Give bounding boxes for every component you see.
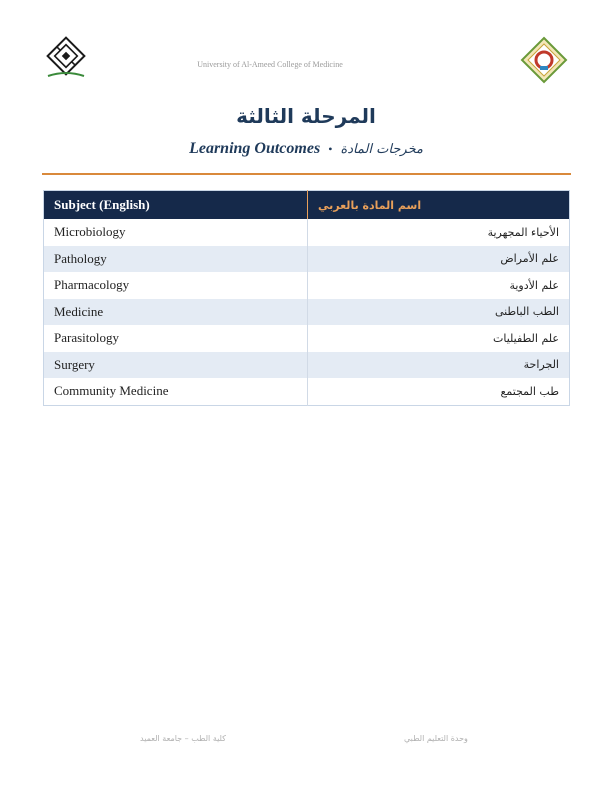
column-header-english: Subject (English) (44, 191, 308, 220)
column-header-arabic (308, 191, 570, 220)
table-row (44, 352, 570, 379)
subject-english: Pathology (44, 246, 308, 273)
subject-english: Medicine (44, 299, 308, 326)
subject-arabic (308, 219, 570, 246)
subject-english: Parasitology (54, 330, 119, 346)
subject-arabic (308, 246, 570, 273)
table-header-row (44, 191, 570, 220)
subject-arabic (308, 378, 570, 405)
table-row (44, 378, 570, 405)
subtitle-separator: • (328, 142, 333, 156)
subject-arabic-label: الطب الباطنى (494, 305, 559, 319)
subject-arabic-label: علم الأمراض (500, 252, 559, 266)
footer-college-name: كلية الطب – جامعة العميد (140, 734, 226, 743)
subject-english: Community Medicine (54, 383, 169, 399)
college-logo-icon (520, 36, 568, 84)
subject-english: Microbiology (54, 224, 126, 240)
subject-arabic-label: علم الأدوية (509, 278, 559, 292)
table-row (44, 299, 570, 326)
table-row (44, 246, 570, 273)
subject-english: Pharmacology (54, 277, 130, 293)
table-row (44, 325, 570, 352)
university-name-line: University of Al-Ameed College of Medicine (197, 60, 343, 69)
page-subtitle (0, 140, 612, 158)
subject-arabic-label: الجراحة (523, 358, 559, 372)
footer-unit-name: وحدة التعليم الطبي (404, 734, 468, 743)
subtitle-arabic: مخرجات المادة (340, 142, 423, 157)
subjects-table (43, 190, 570, 406)
page-title: المرحلة الثالثة (236, 104, 376, 128)
subject-arabic-label: الأحياء المجهرية (487, 225, 559, 239)
subject-arabic (308, 325, 570, 352)
table-row (44, 219, 570, 246)
subject-arabic (308, 352, 570, 379)
subject-english: Surgery (44, 352, 308, 379)
subtitle-english: Learning Outcomes (189, 140, 321, 157)
column-header-arabic-label: اسم المادة بالعربي (318, 198, 422, 212)
table-row (44, 272, 570, 299)
header-divider (42, 173, 571, 175)
subject-arabic-label: علم الطفيليات (492, 331, 559, 345)
subject-arabic-label: طب المجتمع (500, 384, 559, 398)
university-logo-icon (44, 36, 88, 80)
subject-arabic (308, 272, 570, 299)
subject-arabic (308, 299, 570, 326)
